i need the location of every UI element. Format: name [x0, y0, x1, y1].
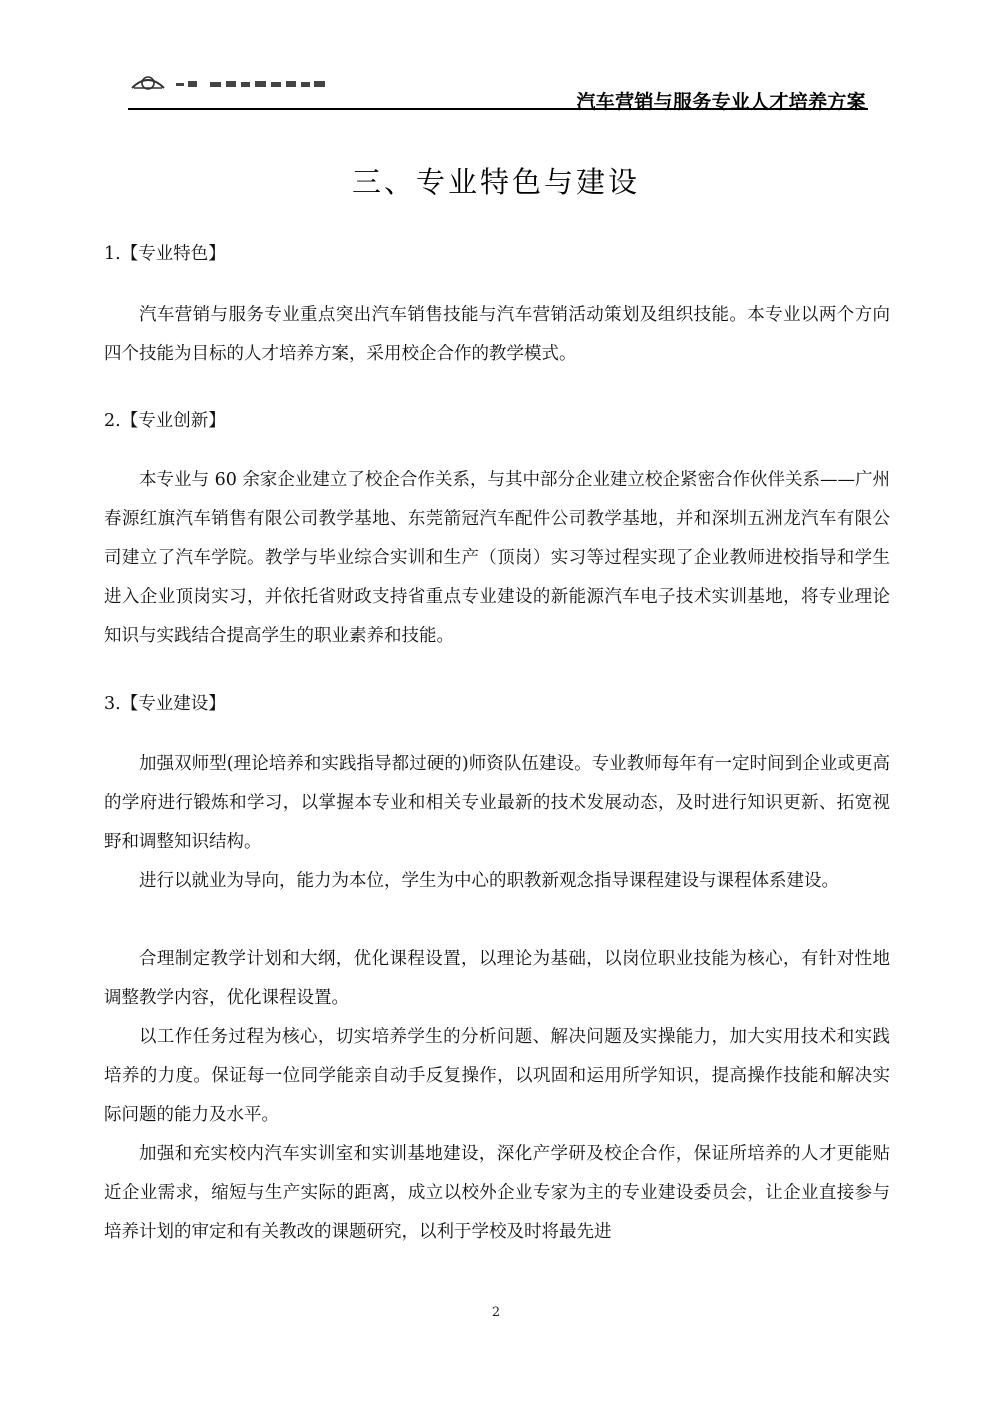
school-logo-icon [128, 72, 343, 92]
paragraph-innovation: 本专业与 60 余家企业建立了校企合作关系，与其中部分企业建立校企紧密合作伙伴关系——广州春源红旗汽车销售有限公司教学基地、东莞箭冠汽车配件公司教学基地，并和深圳五洲龙汽车有限公司建立了汽车学院。教学与毕业综合实训和生产（顶岗）实习等过程实现了企业教师进校指导和学生进入企业顶岗实习，并依托省财政支持省重点专业建设的新能源汽车电子技术实训基地，将专业理论知识与实践结合提高学生的职业素养和技能。 [104, 470, 890, 646]
header-divider [128, 108, 868, 110]
paragraph-construction-1: 加强双师型(理论培养和实践指导都过硬的)师资队伍建设。专业教师每年有一定时间到企业或更高的学府进行锻炼和学习，以掌握本专业和相关专业最新的技术发展动态，及时进行知识更新、拓宽视野和调整知识结构。 [104, 754, 890, 852]
subsection-heading-construction: 3.【专业建设】 [104, 694, 226, 714]
paragraph-construction-3: 合理制定教学计划和大纲，优化课程设置，以理论为基础，以岗位职业技能为核心，有针对性地调整教学内容，优化课程设置。 [104, 949, 890, 1008]
paragraph-construction-4: 以工作任务过程为核心，切实培养学生的分析问题、解决问题及实操能力，加大实用技术和实践培养的力度。保证每一位同学能亲自动手反复操作，以巩固和运用所学知识，提高操作技能和解决实际问题的能力及水平。 [104, 1027, 890, 1125]
paragraph-construction-5: 加强和充实校内汽车实训室和实训基地建设，深化产学研及校企合作，保证所培养的人才更能贴近企业需求，缩短与生产实际的距离，成立以校外企业专家为主的专业建设委员会，让企业直接参与培养计划的审定和有关教改的课题研究，以利于学校及时将最先进 [104, 1144, 890, 1242]
paragraph-features: 汽车营销与服务专业重点突出汽车销售技能与汽车营销活动策划及组织技能。本专业以两个方向四个技能为目标的人才培养方案，采用校企合作的教学模式。 [104, 305, 890, 364]
section-title: 三、专业特色与建设 [351, 165, 640, 199]
paragraph-construction-2: 进行以就业为导向，能力为本位，学生为中心的职教新观念指导课程建设与课程体系建设。 [139, 871, 839, 891]
page-number: 2 [491, 1305, 501, 1320]
subsection-heading-features: 1.【专业特色】 [104, 244, 226, 264]
subsection-heading-innovation: 2.【专业创新】 [104, 411, 226, 431]
document-header-title: 汽车营销与服务专业人才培养方案 [576, 91, 866, 113]
